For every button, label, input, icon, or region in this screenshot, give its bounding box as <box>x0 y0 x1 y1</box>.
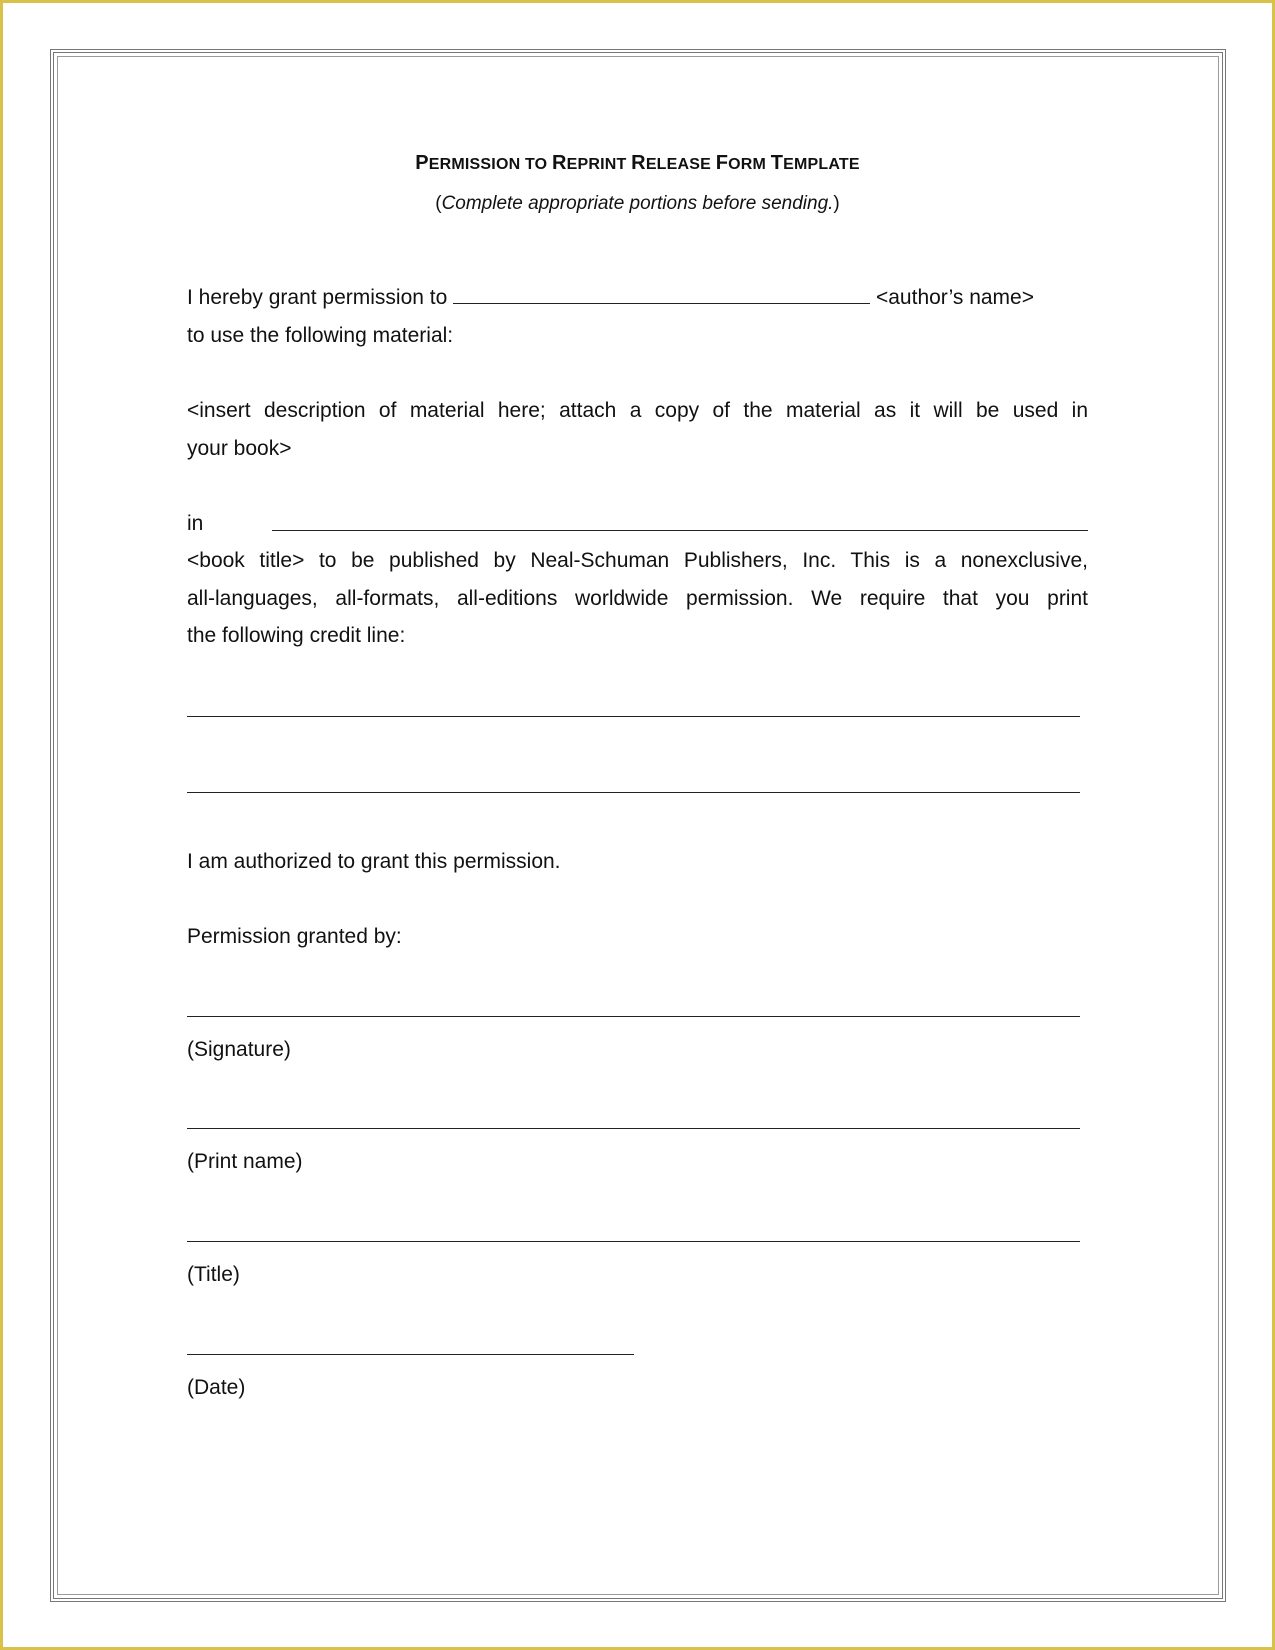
title-part: R <box>551 152 567 174</box>
title-part: ORM <box>728 156 771 173</box>
subtitle-text: Complete appropriate portions before sending. <box>441 193 834 214</box>
title-part: ERMISSION TO <box>428 156 552 173</box>
title-part: R <box>631 152 646 174</box>
material-description-hint-cont: your book> <box>187 437 292 460</box>
author-name-field[interactable] <box>453 287 870 304</box>
title-part: P <box>415 152 429 174</box>
title-part: EMPLATE <box>783 156 860 173</box>
use-material-text: to use the following material: <box>187 324 454 347</box>
book-title-paragraph: all-languages, all-formats, all-editions worldwide permission. We require that you print <box>187 587 1088 610</box>
title-part: F <box>715 152 729 174</box>
print-name-field[interactable] <box>187 1128 1080 1129</box>
grant-line <box>187 284 1034 312</box>
permission-granted-by: Permission granted by: <box>187 925 402 948</box>
form-title <box>187 152 1088 175</box>
title-part: EPRINT <box>566 156 632 173</box>
credit-line-field-1[interactable] <box>187 716 1080 717</box>
form-subtitle <box>187 193 1088 215</box>
book-title-paragraph: <book title> to be published by Neal-Schuman Publishers, Inc. This is a nonexclusive, <box>187 549 1088 572</box>
authorization-statement: I am authorized to grant this permission. <box>187 850 561 873</box>
title-part: T <box>770 152 784 174</box>
title-part: ELEASE <box>645 156 716 173</box>
signature-label: (Signature) <box>187 1038 291 1061</box>
credit-line-field-2[interactable] <box>187 792 1080 793</box>
book-title-paragraph: the following credit line: <box>187 624 406 647</box>
title-label: (Title) <box>187 1263 240 1286</box>
in-label: in <box>187 512 204 535</box>
subtitle-paren: ) <box>833 193 840 214</box>
date-label: (Date) <box>187 1376 246 1399</box>
grant-prefix: I hereby grant permission to <box>187 286 448 309</box>
book-title-field[interactable] <box>272 530 1088 531</box>
date-field[interactable] <box>187 1354 634 1355</box>
title-field[interactable] <box>187 1241 1080 1242</box>
page-border <box>50 49 1226 1602</box>
material-description-hint: <insert description of material here; attach a copy of the material as it will be used in <box>187 399 1088 422</box>
signature-field[interactable] <box>187 1016 1080 1017</box>
subtitle-paren: ( <box>435 193 442 214</box>
author-name-hint: <author’s name> <box>875 286 1034 309</box>
print-name-label: (Print name) <box>187 1150 303 1173</box>
